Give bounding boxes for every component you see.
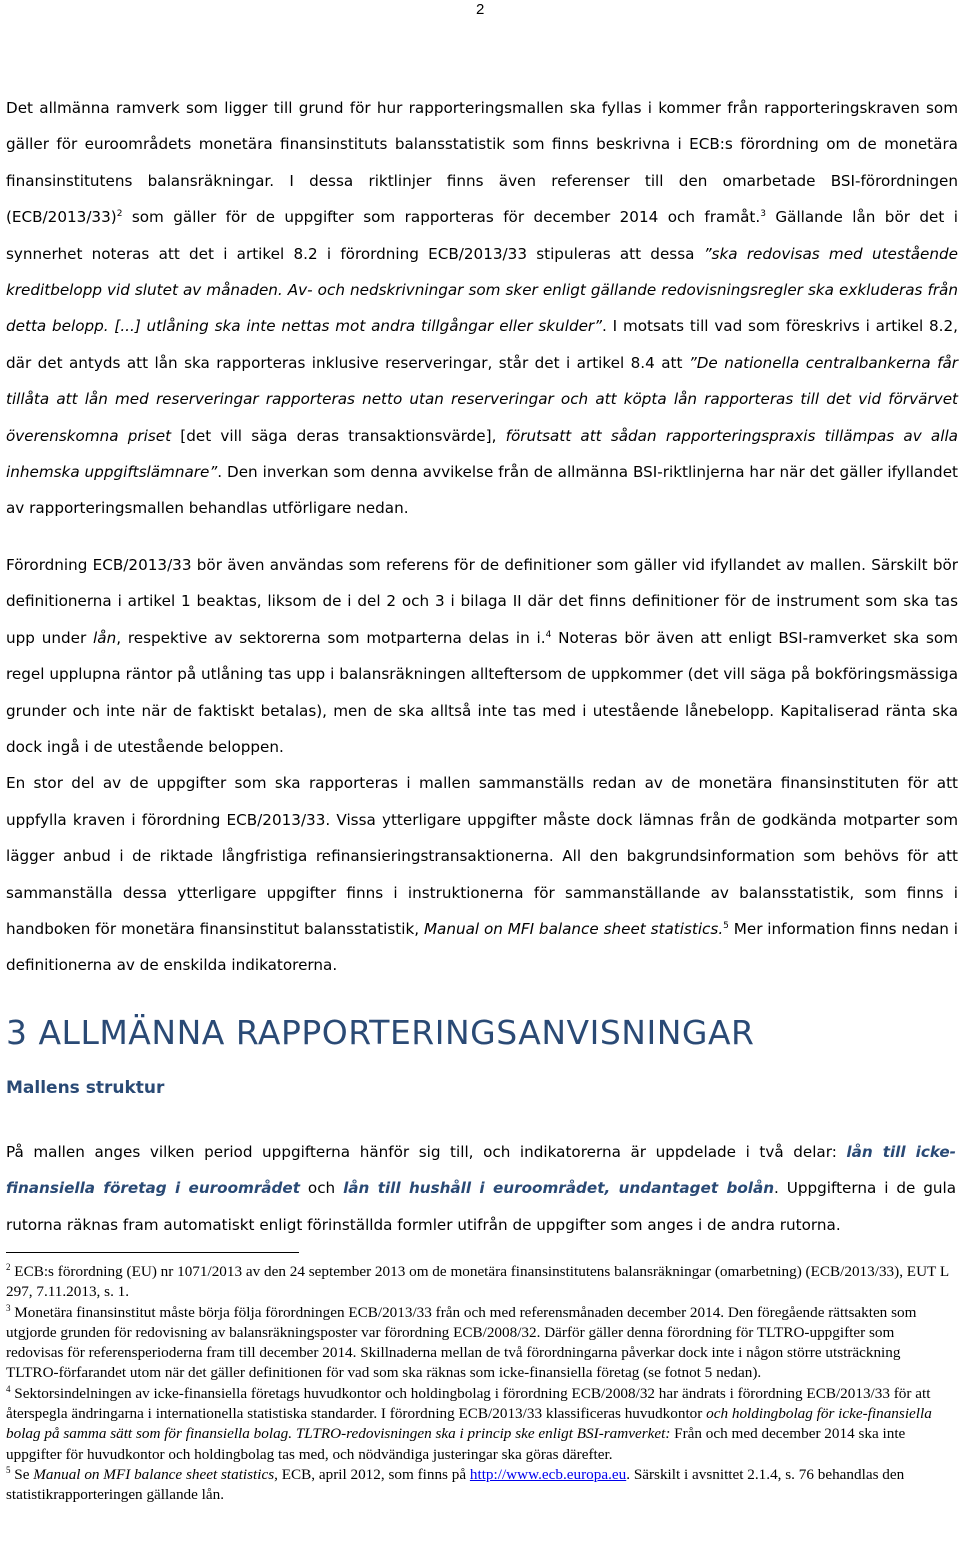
footnote-4: [6, 1384, 954, 1465]
footnote-number: 5: [6, 1464, 11, 1475]
text-span: . Den inverkan som denna avvikelse från de allmänna BSI-riktlinjerna har när det gäller ifyllandet av rapporteringsmallen behandlas utförligare nedan.: [6, 463, 958, 518]
ecb-link[interactable]: http://www.ecb.europa.eu: [469, 1465, 627, 1483]
footnote-italic: och holdingbolag för icke-finansiella bolag på samma sätt som för finansiella bolag. TLTRO-redovisningen ska i princip ske enligt BSI-ramverket:: [6, 1405, 932, 1443]
footnote-number: 4: [6, 1383, 11, 1394]
footnote-2: [6, 1262, 954, 1303]
text-span: , respektive av sektorerna som motparterna delas in i.: [116, 628, 546, 647]
footnote-ref-3[interactable]: 3: [760, 209, 766, 220]
text-span: . I motsats till vad som föreskrivs i artikel 8.2, där det antyds att lån ska rapporteras inklusive reserveringar, står det i artikel 8.4 att: [6, 317, 958, 372]
footnote-ref-5[interactable]: 5: [723, 920, 729, 931]
text-span: På mallen anges vilken period uppgifterna hänför sig till, och indikatorerna är uppdelade i två delar:: [6, 1143, 847, 1161]
text-span: Noteras bör även att enligt BSI-ramverket ska som regel upplupna räntor på utlåning tas upp i balansräkningen allteftersom de uppkommer (det vill säga på bokföringsmässiga grunder och inte när de faktiskt betalas), men de ska alltså inte tas med i utestående lånebelopp. Kapitaliserad ränta ska dock ingå i de utestående beloppen.: [6, 628, 958, 756]
paragraph-data-sources: [6, 765, 958, 983]
text-span: . Uppgifterna i de gula rutorna räknas fram automatiskt enligt förinställda formler utifrån de uppgifter som anges i de andra rutorna.: [6, 1179, 956, 1234]
footnote-number: 2: [6, 1261, 11, 1272]
text-span: [det vill säga deras transaktionsvärde],: [171, 426, 506, 445]
section-heading: 3 ALLMÄNNA RAPPORTERINGSANVISNINGAR: [6, 1013, 755, 1052]
paragraph-definitions: [6, 547, 958, 765]
text-span: Det allmänna ramverk som ligger till grund för hur rapporteringsmallen ska fyllas i kommer från rapporteringskraven som gäller för euroområdets monetära finansinstituts balansstatistik som finns beskrivna i ECB:s förordning om de monetära finansinstitutens balansräkningar. I dessa riktlinjer finns även referenser till den omarbetade BSI-förordningen (ECB/2013/33): [6, 99, 958, 227]
footnote-text: ECB:s förordning (EU) nr 1071/2013 av den 24 september 2013 om de monetära finansinstitutens balansräkningar (omarbetning) (ECB/2013/33), EUT L 297, 7.11.2013, s. 1.: [6, 1263, 949, 1301]
term-lan: lån: [93, 628, 117, 647]
quote-article-8-4: ”De nationella centralbankerna får tillåta att lån med reserveringar rapporteras netto utan reserveringar och att köpta lån rapporteras till det vid förvärvet överenskomna priset: [6, 353, 958, 445]
text-span: och: [300, 1179, 344, 1198]
paragraph-framework: [6, 90, 958, 527]
category-household-loans: lån till hushåll i euroområdet, undantaget bolån: [343, 1179, 775, 1198]
quote-article-8-4-cont: förutsatt att sådan rapporteringspraxis tillämpas av alla inhemska uppgiftslämnare”: [6, 426, 958, 482]
subsection-heading: Mallens struktur: [6, 1078, 165, 1098]
page-number: 2: [476, 1, 485, 18]
footnote-text: Monetära finansinstitut måste börja följa förordningen ECB/2013/33 från och med referensmånaden december 2014. Den föregående rättsakten som utgjorde grunden för redovisning av balansräkningsposter var förordning ECB/2008/32. Därför gäller denna förordning för TLTRO-uppgifter som redovisas för referensperioderna fram till december 2014. Skillnaderna mellan de två förordningarna påverkar dock inte i någon större utsträckning TLTRO-förfarandet utom när det gäller definitionen för vad som ska räknas som icke-finansiella företag (se fotnot 5 nedan).: [6, 1303, 917, 1382]
footnotes: [6, 1262, 954, 1506]
text-span: Förordning ECB/2013/33 bör även användas som referens för de definitioner som gäller vid ifyllandet av mallen. Särskilt bör definitionerna i artikel 1 beaktas, liksom de i del 2 och 3 i bilaga II där det finns definitioner för de instrument som ska tas upp under: [6, 555, 958, 647]
footnote-text: Från och med december 2014 ska inte uppgifter för huvudkontor och holdingbolag tas med, och nödvändiga justeringar ska göras därefter.: [6, 1425, 906, 1463]
footnote-text: , ECB, april 2012, som finns på: [274, 1465, 470, 1483]
footnote-5: [6, 1465, 954, 1506]
text-span: En stor del av de uppgifter som ska rapporteras i mallen sammanställs redan av de monetära finansinstituten för att uppfylla kraven i förordning ECB/2013/33. Vissa ytterligare uppgifter måste dock lämnas från de godkända motparter som lägger anbud i de riktade långfristiga refinansieringstransaktionerna. All den bakgrundsinformation som behövs för att sammanställa dessa ytterligare uppgifter finns i instruktionerna för sammanställande av balansstatistik, som finns i handboken för monetära finansinstitut balansstatistik,: [6, 774, 958, 938]
manual-title: Manual on MFI balance sheet statistics.: [423, 919, 724, 938]
text-span: Gällande lån bör det i synnerhet noteras att det i artikel 8.2 i förordning ECB/2013/33 stipuleras att dessa: [6, 208, 958, 263]
text-span: som gäller för de uppgifter som rapporteras för december 2014 och framåt.: [122, 208, 761, 227]
quote-article-8-2: ”ska redovisas med utestående kreditbelopp vid slutet av månaden. Av- och nedskrivningar som sker enligt gällande redovisningsregler ska exkluderas från detta belopp. [...] utlåning ska inte nettas mot andra tillgångar eller skulder”: [6, 244, 958, 336]
manual-title: Manual on MFI balance sheet statistics: [33, 1465, 275, 1483]
footnote-text: Se: [10, 1465, 34, 1483]
body-text: [6, 90, 958, 984]
footnote-ref-4[interactable]: 4: [545, 629, 552, 640]
footnote-3: [6, 1303, 954, 1384]
footnote-text: . Särskilt i avsnittet 2.1.4, s. 76 behandlas den statistikrapporteringen gällande lån.: [6, 1465, 905, 1504]
footnote-divider: [6, 1252, 299, 1253]
footnote-number: 3: [6, 1302, 11, 1313]
footnote-text: Sektorsindelningen av icke-finansiella företags huvudkontor och holdingbolag i förordning ECB/2008/32 har ändrats i förordning ECB/2013/33 för att återspegla ändringarna i internationella statistiska standarder. I förordning ECB/2013/33 klassificeras huvudkontor: [6, 1384, 931, 1423]
footnote-ref-2[interactable]: 2: [116, 209, 123, 220]
text-span: Mer information finns nedan i definitionerna av de enskilda indikatorerna.: [6, 919, 958, 975]
category-nfc-loans: lån till icke-finansiella företag i euroområdet: [6, 1143, 956, 1198]
paragraph-template-structure: [6, 1134, 956, 1243]
